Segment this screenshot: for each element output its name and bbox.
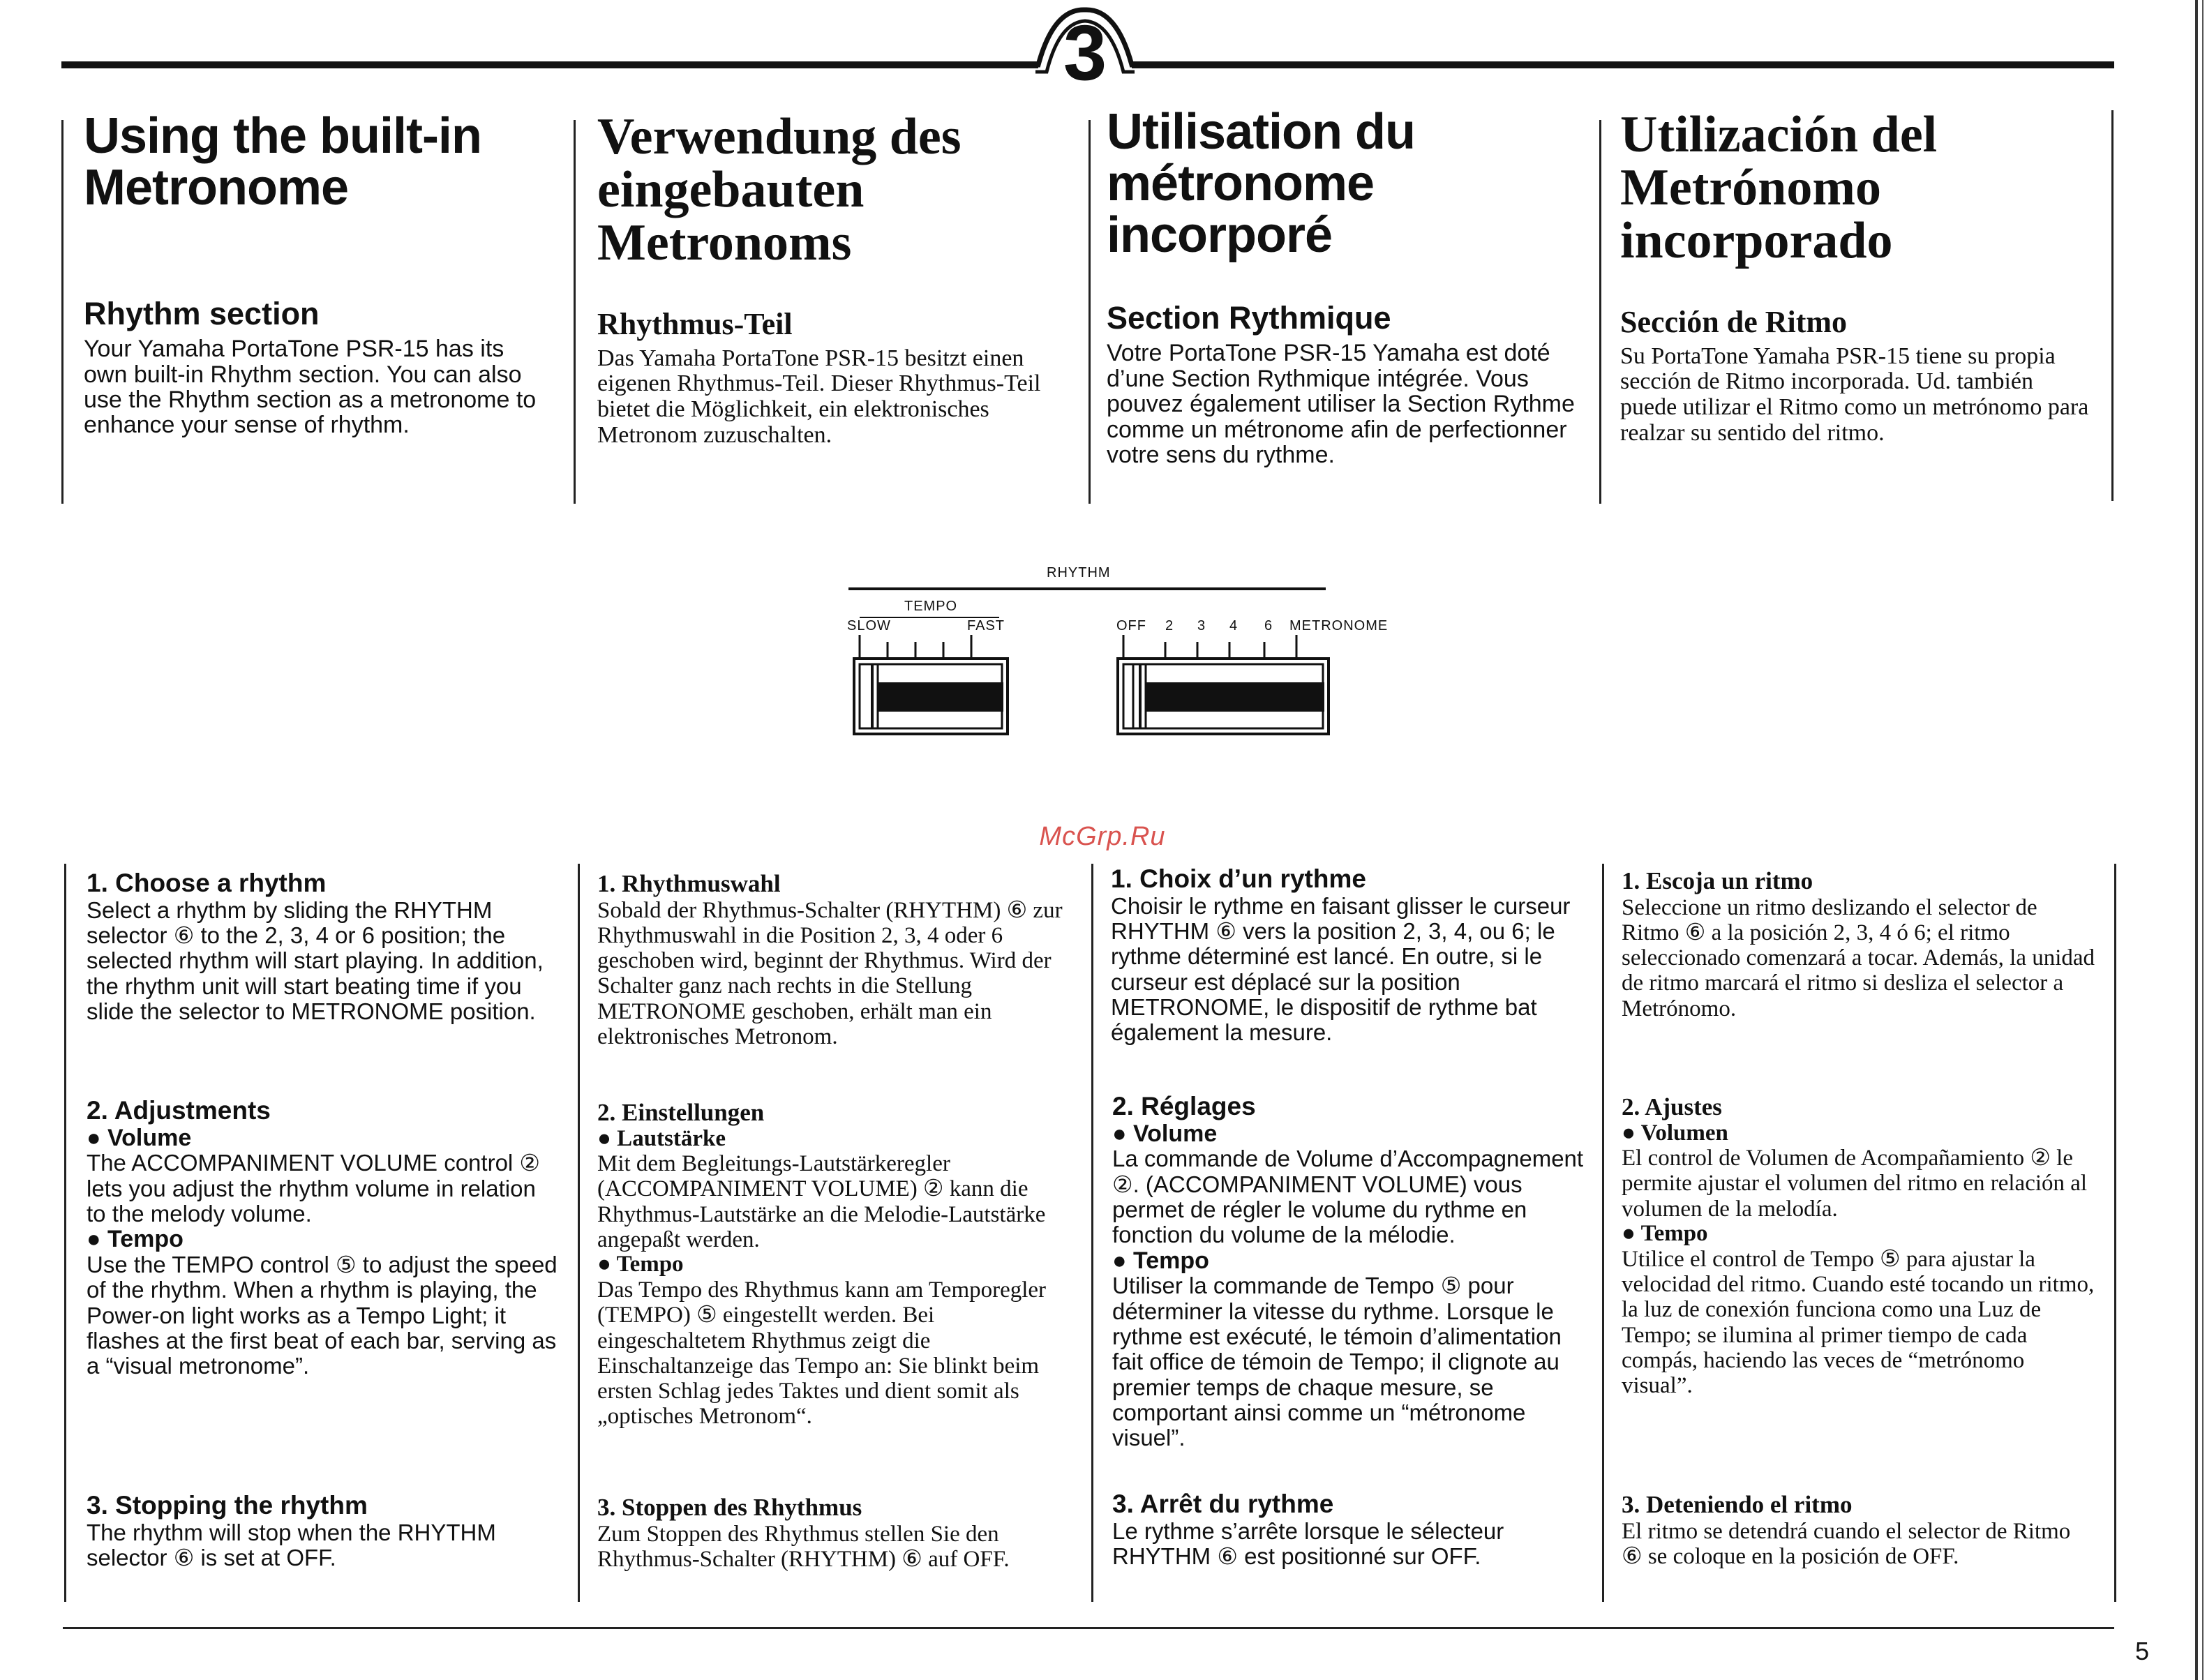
rhythm-pos-off: OFF bbox=[1116, 618, 1146, 633]
bullet-tempo: ● Tempo bbox=[87, 1226, 184, 1253]
intro-spanish: Su PortaTone Yamaha PSR-15 tiene su propia sección de Ritmo incorporada. Ud. también puede utilizar el Ritmo como un metrónomo para realzar su sentido del ritmo. bbox=[1620, 343, 2089, 446]
subhead-spanish: Sección de Ritmo bbox=[1620, 304, 1848, 339]
page-edge bbox=[2202, 0, 2204, 1680]
subhead-german: Rhythmus-Teil bbox=[597, 306, 793, 341]
bullet-volume: ● Volumen bbox=[1622, 1120, 1728, 1146]
rhythm-pos-4: 4 bbox=[1229, 618, 1239, 633]
page-number: 5 bbox=[2135, 1637, 2150, 1665]
rhythm-bracket-line bbox=[848, 587, 1326, 590]
rhythm-pos-3: 3 bbox=[1197, 618, 1206, 633]
bullet-tempo: ● Tempo bbox=[597, 1252, 684, 1277]
column-rule bbox=[1088, 120, 1091, 504]
tempo-slow-label: SLOW bbox=[847, 618, 891, 633]
rhythm-pos-6: 6 bbox=[1264, 618, 1273, 633]
step3-spanish: 3. Deteniendo el ritmo El ritmo se detendrá cuando el selector de Ritmo ⑥ se coloque en la posición de OFF. bbox=[1622, 1491, 2071, 1569]
page-title-french: Utilisation du métronome incorporé bbox=[1107, 104, 1415, 264]
header-rule-right bbox=[1132, 61, 2114, 68]
step1-spanish: 1. Escoja un ritmo Seleccione un ritmo deslizando el selector de Ritmo ⑥ a la posición 2, 3, 4 ó 6; el ritmo seleccionado comenzará a tocar. Además, la unidad de ritmo marcará el ritmo si desliza el selector a Metrónomo. bbox=[1622, 867, 2095, 1021]
page-title-german: Verwendung des eingebauten Metronoms bbox=[597, 108, 962, 272]
column-rule bbox=[574, 120, 576, 504]
column-rule bbox=[578, 864, 580, 1602]
bullet-volume: ● Lautstärke bbox=[597, 1125, 726, 1151]
intro-french: Votre PortaTone PSR-15 Yamaha est doté d’une Section Rythmique intégrée. Vous pouvez également utiliser la Section Rythme comme un métronome afin de perfectionner votre sens du rythme. bbox=[1107, 340, 1575, 468]
step2-english: 2. Adjustments ● Volume The ACCOMPANIMENT VOLUME control ② lets you adjust the rhythm volume in relation to the melody volume. ● Tempo Use the TEMPO control ⑤ to adjust the speed of the rhythm. When a rhythm is playing, the Power-on light works as a Tempo Light; it flashes at the first beat of each bar, serving as a “visual metronome”. bbox=[87, 1097, 561, 1379]
section-number: 3 bbox=[1063, 9, 1107, 96]
header-rule-left bbox=[61, 61, 1038, 68]
page-title-spanish: Utilización del Metrónomo incorporado bbox=[1620, 106, 1938, 270]
column-rule bbox=[2111, 110, 2114, 501]
tempo-slider-icon bbox=[848, 633, 1016, 738]
tempo-label: TEMPO bbox=[904, 599, 958, 614]
bullet-tempo: ● Tempo bbox=[1112, 1247, 1209, 1274]
step2-french: 2. Réglages ● Volume La commande de Volume d’Accompagnement ②. (ACCOMPANIMENT VOLUME) vous permet de régler le volume du rythme en fonction du volume de la mélodie. ● Tempo Utiliser la commande de Tempo ⑤ pour déterminer la vitesse du rythme. Lorsque le rythme est exécuté, le témoin d’alimentation fait office de témoin de Tempo; il clignote au premier temps de chaque mesure, se comportant ainsi comme un “métronome visuel”. bbox=[1112, 1093, 1587, 1450]
column-rule bbox=[1091, 864, 1093, 1602]
bullet-volume: ● Volume bbox=[1112, 1120, 1218, 1147]
intro-english: Your Yamaha PortaTone PSR-15 has its own built-in Rhythm section. You can also use the Rhythm section as a metronome to enhance your sense of rhythm. bbox=[84, 336, 537, 439]
bullet-tempo: ● Tempo bbox=[1622, 1221, 1708, 1247]
tempo-fast-label: FAST bbox=[967, 618, 1005, 633]
column-german-intro bbox=[597, 110, 1072, 449]
column-english-intro bbox=[84, 110, 558, 438]
column-rule bbox=[1602, 864, 1604, 1602]
intro-german: Das Yamaha PortaTone PSR-15 besitzt einen eigenen Rhythmus-Teil. Dieser Rhythmus-Teil bietet die Möglichkeit, ein elektronisches Metronom zuzuschalten. bbox=[597, 345, 1041, 448]
column-rule bbox=[2114, 864, 2116, 1602]
step3-english: 3. Stopping the rhythm The rhythm will stop when the RHYTHM selector ⑥ is set at OFF. bbox=[87, 1491, 496, 1570]
rhythm-pos-2: 2 bbox=[1165, 618, 1174, 633]
step2-german: 2. Einstellungen ● Lautstärke Mit dem Begleitungs-Lautstärkeregler (ACCOMPANIMENT VOLUME) ② kann die Rhythmus-Lautstärke an die Melodie-Lautstärke angepaßt werden. ● Tempo Das Tempo des Rhythmus kann am Temporegler (TEMPO) ⑤ eingestellt werden. Bei eingeschaltetem Rhythmus zeigt die Einschaltanzeige das Tempo an: Sie blinkt beim ersten Schlag jedes Taktes und dient somit als „optisches Metronom“. bbox=[597, 1100, 1072, 1430]
bullet-volume: ● Volume bbox=[87, 1124, 192, 1151]
page-title-english: Using the built-in Metronome bbox=[84, 108, 481, 216]
column-rule bbox=[64, 864, 66, 1602]
step1-german: 1. Rhythmuswahl Sobald der Rhythmus-Schalter (RHYTHM) ⑥ zur Rhythmuswahl in die Position 2, 3, 4 oder 6 geschoben wird, beginnt der Rhythmus. Wird der Schalter ganz nach rechts in die Stellung METRONOME geschoben, erhält man ein elektronisches Metronom. bbox=[597, 870, 1063, 1049]
step3-german: 3. Stoppen des Rhythmus Zum Stoppen des Rhythmus stellen Sie den Rhythmus-Schalter (RHYTHM) ⑥ auf OFF. bbox=[597, 1494, 1010, 1572]
step1-english: 1. Choose a rhythm Select a rhythm by sliding the RHYTHM selector ⑥ to the 2, 3, 4 or 6 position; the selected rhythm will start playing. In addition, the rhythm unit will start beating time if you slide the selector to METRONOME position. bbox=[87, 869, 544, 1024]
page-edge bbox=[2195, 0, 2198, 1680]
column-french-intro bbox=[1107, 106, 1581, 467]
subhead-english: Rhythm section bbox=[84, 296, 320, 332]
subhead-french: Section Rythmique bbox=[1107, 300, 1391, 336]
step2-spanish: 2. Ajustes ● Volumen El control de Volumen de Acompañamiento ② le permite ajustar el volumen del ritmo en relación al volumen de la melodía. ● Tempo Utilice el control de Tempo ⑤ para ajustar la velocidad del ritmo. Cuando esté tocando un ritmo, la luz de conexión funciona como una Luz de Tempo; se ilumina al primer tiempo de cada compás, haciendo las veces de “metrónomo visual”. bbox=[1622, 1094, 2096, 1398]
step1-french: 1. Choix d’un rythme Choisir le rythme en faisant glisser le curseur RHYTHM ⑥ vers la position 2, 3, 4, ou 6; le rythme déterminé est lancé. En outre, si le curseur est déplacé sur la position METRONOME, le dispositif de rythme bat également la mesure. bbox=[1111, 864, 1571, 1046]
rhythm-label: RHYTHM bbox=[1047, 565, 1111, 580]
watermark: McGrp.Ru bbox=[1039, 822, 1166, 851]
step3-french: 3. Arrêt du rythme Le rythme s’arrête lorsque le sélecteur RHYTHM ⑥ est positionné sur OFF. bbox=[1112, 1490, 1504, 1569]
column-rule bbox=[61, 120, 63, 504]
rhythm-pos-metronome: METRONOME bbox=[1289, 618, 1389, 633]
column-rule bbox=[1599, 120, 1601, 504]
column-spanish-intro bbox=[1620, 108, 2095, 447]
rhythm-selector-icon bbox=[1112, 633, 1336, 738]
footer-rule bbox=[63, 1627, 2114, 1629]
